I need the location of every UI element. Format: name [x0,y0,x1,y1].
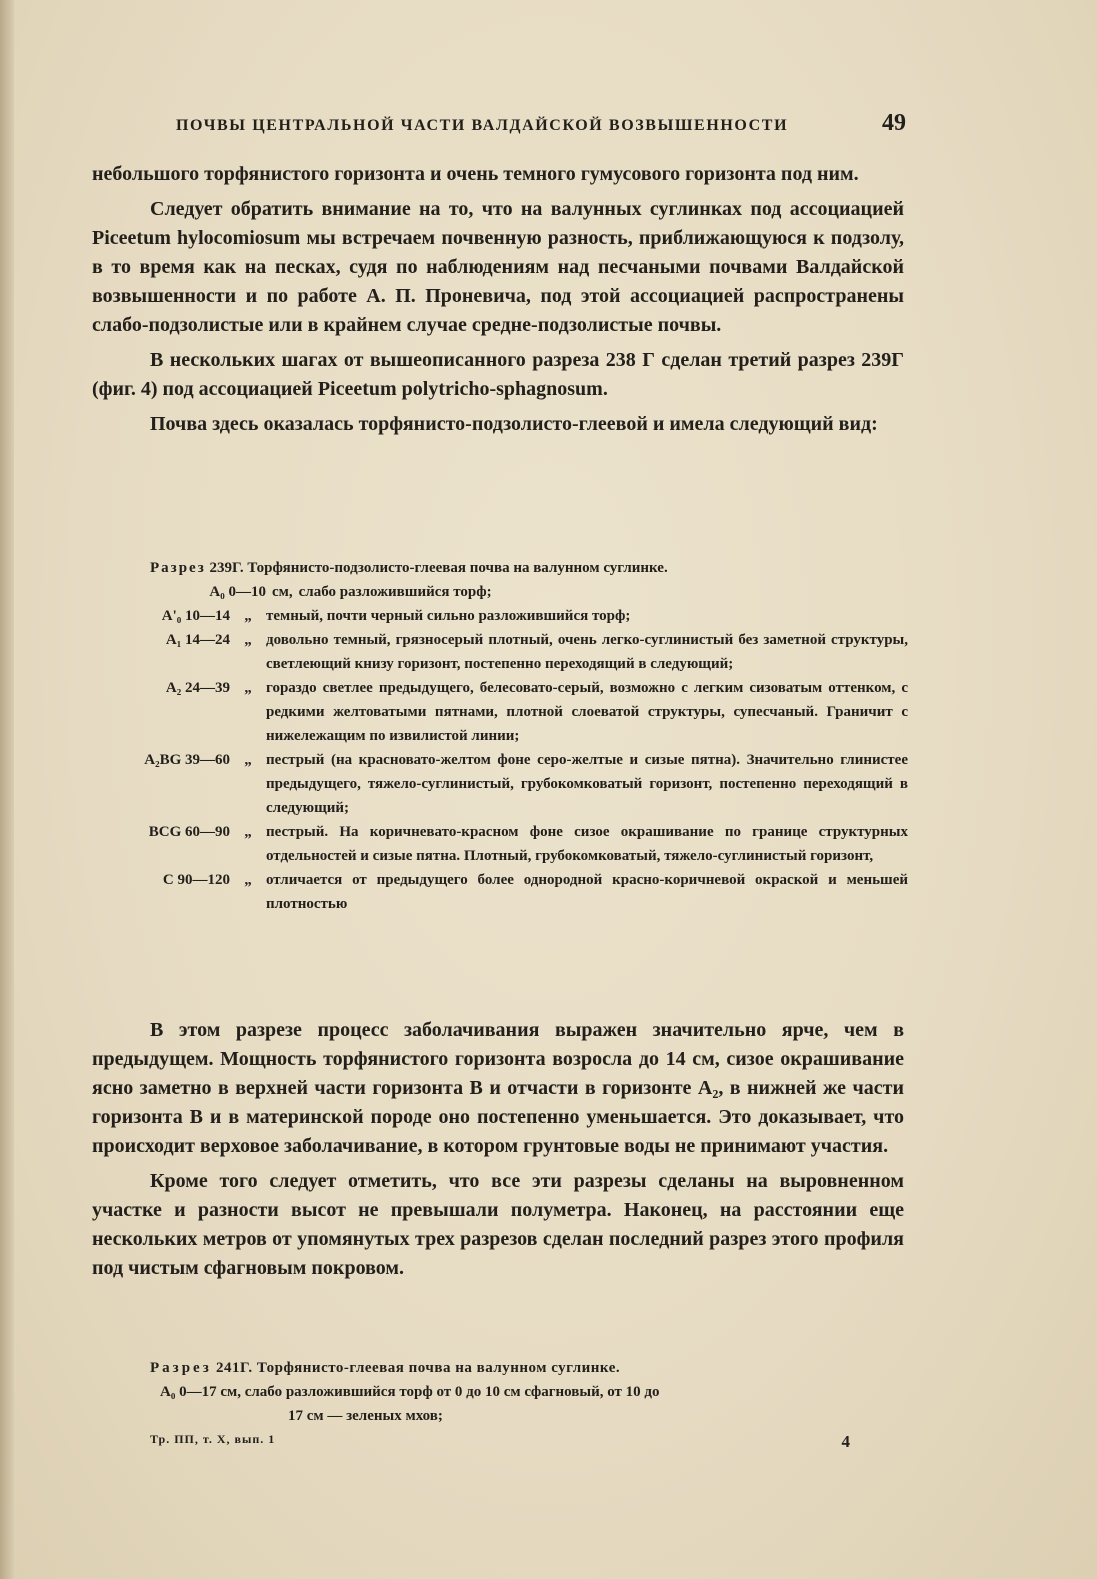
horizon-row [100,628,908,676]
page-footer [150,1432,850,1452]
profile-heading [150,1356,906,1380]
paragraph: Кроме того следует отметить, что все эти разрезы сделаны на выровненном участке и разности высот не превышали полуметра. Наконец, на расстоянии еще нескольких метров от упомянутых трех разрезов сделан последний разрез этого профиля под чистым сфагновым покровом. [92,1170,904,1279]
page-number: 49 [882,110,906,136]
horizon-description: отличается от предыдущего более однородной красно-коричневой окраской и меньшей плотностью [266,872,908,912]
profile-title: 239Г. Торфянисто-подзолисто-глеевая почва на валунном суглинке. [209,560,668,576]
horizon-line-continued: 17 см — зеленых мхов; [288,1408,443,1424]
soil-profile-241 [150,1356,906,1428]
horizon-code: C 90—120 [162,872,230,888]
paragraph: небольшого торфянистого горизонта и очень темного гумусового горизонта под ним. [92,163,859,185]
horizon-code: A₀ 0—10 [209,584,266,600]
horizon-unit: „ [244,632,252,648]
horizon-row [100,748,908,820]
signature-mark: 4 [841,1432,850,1451]
horizon-line: A₀ 0—17 см, слабо разложившийся торф от 0 до 10 см сфагновый, от 10 до [160,1384,660,1400]
body-text-bottom [92,1016,904,1289]
soil-profile-239 [100,556,908,916]
horizon-code: BCG 60—90 [148,824,230,840]
profile-title: 241Г. Торфянисто-глеевая почва на валунном суглинке. [215,1360,621,1376]
horizon-row [100,820,908,868]
horizon-code: A'₀ 10—14 [161,608,230,624]
paragraph: Почва здесь оказалась торфянисто-подзолисто-глеевой и имела следующий вид: [150,413,878,435]
horizon-unit: „ [244,872,252,888]
horizon-code: A₂BG 39—60 [144,752,230,768]
horizon-unit: „ [244,752,252,768]
horizon-unit: „ [244,824,252,840]
horizon-row [100,676,908,748]
horizon-code: A₂ 24—39 [165,680,230,696]
horizon-description: слабо разложившийся торф; [298,584,492,600]
paragraph: В этом разрезе процесс заболачивания выражен значительно ярче, чем в предыдущем. Мощность торфянистого горизонта возросла до 14 см, сизое окрашивание ясно заметно в верхней части горизонта В и отчасти в горизонте A₂, в нижней же части горизонта В и в материнской породе оно постепенно уменьшается. Это доказывает, что происходит верховое заболачивание, в котором грунтовые воды не принимают участия. [92,1019,904,1157]
horizon-description: темный, почти черный сильно разложившийся торф; [266,608,631,624]
horizon-row [100,580,908,604]
horizon-unit: см, [272,584,293,600]
horizon-unit: „ [244,608,252,624]
profile-heading [150,556,908,580]
body-text-top [92,160,904,445]
horizon-description: гораздо светлее предыдущего, белесовато-серый, возможно с легким сизоватым оттенком, с редкими желтоватыми пятнами, плотной слоеватой структуры, супесчаный. Граничит с нижележащим по извилистой линии; [266,680,908,744]
horizon-row [100,604,908,628]
horizon-unit: „ [244,680,252,696]
horizon-description: пестрый. На коричневато-красном фоне сизое окрашивание по границе структурных отдельностей и сизые пятна. Плотный, грубокомковатый, тяжело-суглинистый горизонт, [266,824,908,864]
horizon-row [100,868,908,916]
publication-reference: Тр. ПП, т. X, вып. 1 [150,1432,276,1446]
page-header [176,110,906,137]
horizon-description: пестрый (на красновато-желтом фоне серо-желтые и сизые пятна). Значительно глинистее предыдущего, тяжело-суглинистый, грубокомковатый горизонт, постепенно переходящий в следующий; [266,752,908,816]
paragraph: Следует обратить внимание на то, что на валунных суглинках под ассоциацией Piceetum hylocomiosum мы встречаем почвенную разность, приближающуюся к подзолу, в то время как на песках, судя по наблюдениям над песчаными почвами Валдайской возвышенности и по работе А. П. Проневича, под этой ассоциацией распространены слабо-подзолистые или в крайнем случае средне-подзолистые почвы. [92,198,904,336]
horizon-code: A₁ 14—24 [165,632,230,648]
page-edge-shadow [0,0,14,1579]
paragraph: В нескольких шагах от вышеописанного разреза 238 Г сделан третий разрез 239Г (фиг. 4) под ассоциацией Piceetum polytricho-sphagnosum. [92,349,904,400]
horizon-description: довольно темный, грязносерый плотный, очень легко-суглинистый без заметной структуры, светлеющий книзу горизонт, постепенно переходящий в следующий; [266,632,908,672]
profile-label: Разрез [150,1360,212,1376]
running-title: ПОЧВЫ ЦЕНТРАЛЬНОЙ ЧАСТИ ВАЛДАЙСКОЙ ВОЗВЫШЕННОСТИ [176,117,789,134]
profile-label: Разрез [150,560,206,576]
